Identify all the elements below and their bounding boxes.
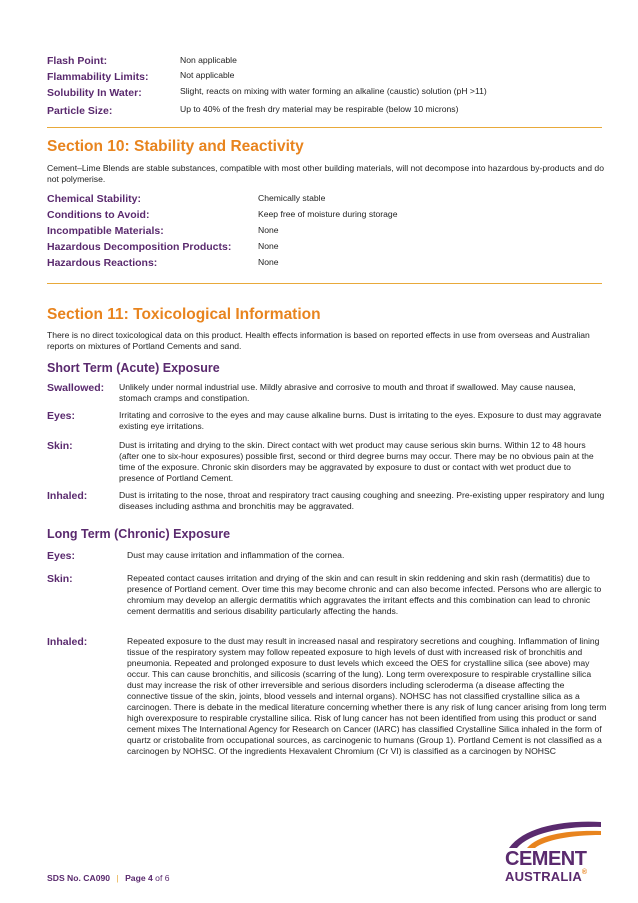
logo-word-cement: CEMENT xyxy=(505,848,587,870)
stability-value: None xyxy=(258,225,279,235)
acute-label: Skin: xyxy=(47,440,73,452)
stability-value: Keep free of moisture during storage xyxy=(258,209,398,219)
chronic-value: Repeated contact causes irritation and drying of the skin and can result in skin reddening and skin rash (dermatitis) due to presence of Portland cement. Over time this may become chronic and can also become infected. Persons who are allergic to chromium may develop an allergic dermatitis which aggravates the irritant effects and this combination can lead to chronic cement dermatitis and serious disability particularly affecting the hands. xyxy=(127,573,602,616)
property-value: Not applicable xyxy=(180,70,235,80)
section-divider xyxy=(47,127,602,128)
long-term-title: Long Term (Chronic) Exposure xyxy=(47,527,231,541)
logo-word-australia: AUSTRALIA® xyxy=(505,869,588,884)
stability-label: Hazardous Reactions: xyxy=(47,257,158,269)
stability-value: None xyxy=(258,241,279,251)
section-divider xyxy=(47,283,602,284)
chronic-label: Skin: xyxy=(47,573,73,585)
page-number: Page 4 xyxy=(125,873,153,883)
acute-label: Eyes: xyxy=(47,410,76,422)
acute-value: Dust is irritating to the nose, throat and respiratory tract causing coughing and sneezing. Pre-existing upper respiratory and lung diseases including asthma and bronchitis may be aggravated. xyxy=(119,490,605,511)
stability-label: Incompatible Materials: xyxy=(47,225,164,237)
chronic-value: Dust may cause irritation and inflammation of the cornea. xyxy=(127,550,345,560)
property-label: Solubility In Water: xyxy=(47,87,142,99)
footer-separator: | xyxy=(116,873,119,883)
sds-number: SDS No. CA090 xyxy=(47,873,111,883)
stability-label: Conditions to Avoid: xyxy=(47,209,150,221)
acute-value: Unlikely under normal industrial use. Mildly abrasive and corrosive to mouth and throat if swallowed. May cause nausea, stomach cramps and constipation. xyxy=(119,382,576,403)
stability-value: None xyxy=(258,257,279,267)
acute-label: Inhaled: xyxy=(47,490,88,502)
stability-value: Chemically stable xyxy=(258,193,326,203)
section-10-title: Section 10: Stability and Reactivity xyxy=(47,138,304,155)
footer xyxy=(47,873,170,883)
stability-label: Hazardous Decomposition Products: xyxy=(47,241,232,253)
section-11-intro: There is no direct toxicological data on this product. Health effects information is based on reported effects in use from overseas and Australian reports on mixtures of Portland Cements and sand. xyxy=(47,330,590,351)
property-label: Particle Size: xyxy=(47,105,113,117)
cement-australia-logo xyxy=(505,818,605,884)
stability-label: Chemical Stability: xyxy=(47,193,141,205)
property-value: Up to 40% of the fresh dry material may be respirable (below 10 microns) xyxy=(180,104,459,114)
acute-value: Dust is irritating and drying to the skin. Direct contact with wet product may cause serious skin burns. Within 12 to 48 hours (after one to six-hour exposures) possible first, second or third degree burns may occur. There may be no obvious pain at the time of the exposure. Chronic skin disorders may be aggravated by exposure to dust or contact with wet product due to presence of Portland Cement. xyxy=(119,440,594,483)
chronic-label: Eyes: xyxy=(47,550,76,562)
property-label: Flammability Limits: xyxy=(47,71,149,83)
acute-value: Irritating and corrosive to the eyes and may cause alkaline burns. Dust is irritating to the eyes. Exposure to dust may aggravate existing eye irritations. xyxy=(119,410,602,431)
page-total: of 6 xyxy=(155,873,170,883)
short-term-title: Short Term (Acute) Exposure xyxy=(47,361,220,375)
chronic-label: Inhaled: xyxy=(47,636,88,648)
chronic-value: Repeated exposure to the dust may result in increased nasal and respiratory secretions and coughing. Inflammation of lining tissue of the respiratory system may follow repeated exposure to high levels of dust with increased risk of bronchitis and pneumonia. Repeated and prolonged exposure to dust levels which exceed the OES for crystalline silica (see above) may occur. This can cause bronchitis, and silicosis (scarring of the lung). Long term overexposure to respirable crystalline silica dust may increase the risk of other irreversible and serious disorders including scleroderma (a disease affecting the connective tissue of the skin, joints, blood vessels and internal organs). NOHSC has not classified crystalline silica as a carcinogen. There is debate in the medical literature concerning whether there is any risk of lung cancer arising from long term high overexposure to respirable crystalline silica. Risk of lung cancer has not been identified from using this product or sand cement mixes The International Agency for Research on Cancer (IARC) has classified Crystalline Silica inhaled in the form of quartz or cristobalite from occupational sources, as carcinogenic to humans (Group 1). Portland Cement is not classified as a carcinogen by NOHSC. Of the ingredients Hexavalent Chromium (Cr VI) is classified as a carcinogen by NOHSC xyxy=(127,636,607,756)
property-label: Flash Point: xyxy=(47,55,108,67)
logo-swoosh-icon xyxy=(505,818,605,850)
section-11-title: Section 11: Toxicological Information xyxy=(47,306,321,323)
property-value: Non applicable xyxy=(180,55,237,65)
property-value: Slight, reacts on mixing with water forming an alkaline (caustic) solution (pH >11) xyxy=(180,86,487,96)
acute-label: Swallowed: xyxy=(47,382,105,394)
section-10-intro: Cement–Lime Blends are stable substances, compatible with most other building materials, will not decompose into hazardous by-products and do not polymerise. xyxy=(47,163,604,184)
registered-mark: ® xyxy=(581,869,588,876)
